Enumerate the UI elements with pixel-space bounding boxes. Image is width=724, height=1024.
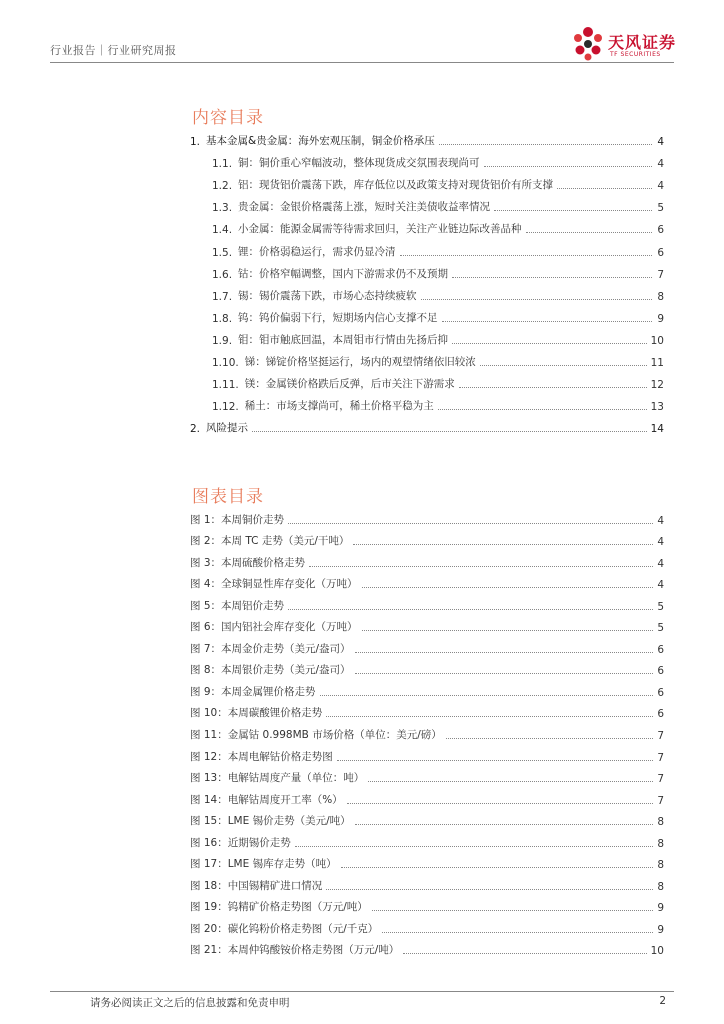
figure-entry-title: 图 14：电解钴周度开工率（%） bbox=[190, 793, 343, 806]
dot-leader bbox=[362, 586, 654, 588]
contents-entry-number: 1.8. bbox=[212, 312, 233, 325]
contents-entry[interactable] bbox=[190, 281, 664, 303]
dot-leader bbox=[438, 408, 647, 410]
dot-leader bbox=[446, 737, 654, 739]
figure-entry[interactable] bbox=[190, 570, 664, 592]
contents-entry[interactable] bbox=[190, 259, 664, 281]
dot-leader bbox=[400, 254, 652, 256]
contents-entry-page: 5 bbox=[657, 202, 664, 215]
figures-list bbox=[190, 505, 664, 957]
contents-entry-title: 钨：钨价偏弱下行，短期场内信心支撑不足 bbox=[238, 311, 438, 324]
dot-leader bbox=[452, 342, 647, 344]
footer-disclaimer: 请务必阅读正文之后的信息披露和免责申明 bbox=[90, 997, 290, 1009]
contents-entry[interactable] bbox=[190, 325, 664, 347]
dot-leader bbox=[459, 386, 647, 388]
contents-entry-title: 钼：钼市触底回温，本周钼市行情由先扬后抑 bbox=[238, 333, 449, 346]
contents-entry[interactable] bbox=[190, 148, 664, 170]
contents-entry-page: 10 bbox=[650, 334, 664, 347]
figure-entry[interactable] bbox=[190, 677, 664, 699]
figure-entry-page: 4 bbox=[657, 514, 664, 527]
dot-leader bbox=[353, 543, 653, 545]
header-breadcrumb: 行业报告｜行业研究周报 bbox=[50, 44, 177, 57]
dot-leader bbox=[557, 187, 652, 189]
contents-entry-title: 钴：价格窄幅调整，国内下游需求仍不及预期 bbox=[238, 267, 449, 280]
figure-entry-page: 6 bbox=[657, 643, 664, 656]
figure-entry[interactable] bbox=[190, 764, 664, 786]
figure-entry[interactable] bbox=[190, 785, 664, 807]
figure-entry-page: 7 bbox=[657, 794, 664, 807]
figure-entry-title: 图 9：本周金属锂价格走势 bbox=[190, 685, 316, 698]
figure-entry-title: 图 11：金属钴 0.998MB 市场价格（单位：美元/磅） bbox=[190, 729, 442, 742]
contents-entry-number: 1.9. bbox=[212, 334, 233, 347]
figure-entry-title: 图 2：本周 TC 走势（美元/干吨） bbox=[190, 535, 350, 548]
dot-leader bbox=[368, 780, 653, 782]
contents-entry-title: 贵金属：金银价格震荡上涨，短时关注美债收益率情况 bbox=[238, 201, 491, 214]
figure-entry[interactable] bbox=[190, 807, 664, 829]
figure-entry-page: 4 bbox=[657, 579, 664, 592]
contents-entry-number: 1.11. bbox=[212, 379, 239, 392]
figure-entry-title: 图 7：本周金价走势（美元/盎司） bbox=[190, 642, 351, 655]
contents-entry[interactable] bbox=[190, 369, 664, 391]
contents-entry-page: 4 bbox=[657, 136, 664, 149]
figure-entry-title: 图 21：本周仲钨酸铵价格走势图（万元/吨） bbox=[190, 944, 400, 957]
figure-entry-page: 8 bbox=[657, 837, 664, 850]
contents-entry-number: 1.3. bbox=[212, 202, 233, 215]
figure-entry[interactable] bbox=[190, 591, 664, 613]
logo-name: 天风证券 bbox=[608, 33, 677, 52]
logo-subtitle: TF SECURITIES bbox=[610, 51, 661, 58]
dot-leader bbox=[355, 823, 654, 825]
contents-entry-number: 1.5. bbox=[212, 246, 233, 259]
dot-leader bbox=[326, 888, 653, 890]
page-number: 2 bbox=[659, 995, 666, 1007]
dot-leader bbox=[403, 952, 646, 954]
dot-leader bbox=[421, 298, 652, 300]
dot-leader bbox=[326, 715, 653, 717]
contents-entry[interactable] bbox=[190, 391, 664, 413]
contents-entry-number: 1.1. bbox=[212, 158, 233, 171]
contents-entry-number: 1.12. bbox=[212, 401, 239, 414]
contents-entry-page: 12 bbox=[650, 379, 664, 392]
figure-entry[interactable] bbox=[190, 871, 664, 893]
figure-entry[interactable] bbox=[190, 720, 664, 742]
contents-entry-number: 1. bbox=[190, 136, 201, 149]
figure-entry[interactable] bbox=[190, 548, 664, 570]
dot-leader bbox=[362, 629, 654, 631]
figure-entry-title: 图 5：本周铝价走势 bbox=[190, 599, 285, 612]
figure-entry[interactable] bbox=[190, 742, 664, 764]
figure-entry-title: 图 20：碳化钨粉价格走势图（元/千克） bbox=[190, 922, 379, 935]
dot-leader bbox=[347, 802, 654, 804]
contents-entry-title: 锂：价格弱稳运行，需求仍显冷清 bbox=[238, 245, 396, 258]
dot-leader bbox=[494, 209, 652, 211]
contents-entry-title: 铜：铜价重心窄幅波动，整体现货成交氛围表现尚可 bbox=[238, 157, 480, 170]
contents-list bbox=[190, 126, 664, 435]
contents-entry-number: 1.10. bbox=[212, 357, 239, 370]
figure-entry-title: 图 17：LME 锡库存走势（吨） bbox=[190, 858, 337, 871]
dot-leader bbox=[372, 909, 654, 911]
figure-entry[interactable] bbox=[190, 850, 664, 872]
figure-entry[interactable] bbox=[190, 505, 664, 527]
figure-entry-page: 9 bbox=[657, 902, 664, 915]
contents-entry-page: 4 bbox=[657, 158, 664, 171]
figure-entry[interactable] bbox=[190, 634, 664, 656]
contents-entry[interactable] bbox=[190, 347, 664, 369]
figure-entry-page: 6 bbox=[657, 708, 664, 721]
figure-entry[interactable] bbox=[190, 828, 664, 850]
dot-leader bbox=[382, 931, 653, 933]
contents-entry-page: 4 bbox=[657, 180, 664, 193]
figure-entry-title: 图 12：本周电解钴价格走势图 bbox=[190, 750, 333, 763]
contents-entry-title: 风险提示 bbox=[206, 422, 249, 435]
figure-entry[interactable] bbox=[190, 914, 664, 936]
dot-leader bbox=[309, 565, 653, 567]
figure-entry-page: 8 bbox=[657, 816, 664, 829]
figure-entry[interactable] bbox=[190, 699, 664, 721]
contents-entry-page: 11 bbox=[650, 357, 664, 370]
figure-entry-page: 5 bbox=[657, 600, 664, 613]
contents-entry-page: 6 bbox=[657, 224, 664, 237]
contents-entry-number: 1.6. bbox=[212, 268, 233, 281]
contents-entry[interactable] bbox=[190, 236, 664, 258]
dot-leader bbox=[355, 651, 654, 653]
contents-entry[interactable] bbox=[190, 303, 664, 325]
dot-leader bbox=[341, 866, 654, 868]
figure-entry[interactable] bbox=[190, 613, 664, 635]
figure-entry-page: 8 bbox=[657, 880, 664, 893]
contents-entry-title: 铝：现货铝价震荡下跌，库存低位以及政策支持对现货铝价有所支撑 bbox=[238, 179, 554, 192]
figure-entry-title: 图 18：中国锡精矿进口情况 bbox=[190, 879, 323, 892]
contents-entry-page: 13 bbox=[650, 401, 664, 414]
contents-entry-title: 基本金属&贵金属：海外宏观压制，铜金价格承压 bbox=[206, 135, 435, 148]
figure-entry-page: 7 bbox=[657, 773, 664, 786]
dot-leader bbox=[355, 672, 654, 674]
figures-title: 图表目录 bbox=[192, 487, 264, 507]
dot-leader bbox=[439, 143, 652, 145]
figure-entry-title: 图 3：本周硫酸价格走势 bbox=[190, 556, 306, 569]
contents-entry-number: 2. bbox=[190, 423, 201, 436]
contents-entry-number: 1.7. bbox=[212, 290, 233, 303]
contents-entry-page: 6 bbox=[657, 246, 664, 259]
figure-entry-title: 图 16：近期锡价走势 bbox=[190, 836, 291, 849]
dot-leader bbox=[442, 320, 652, 322]
figure-entry-page: 4 bbox=[657, 536, 664, 549]
contents-entry-page: 9 bbox=[657, 312, 664, 325]
dot-leader bbox=[337, 759, 654, 761]
figure-entry-title: 图 6：国内铝社会库存变化（万吨） bbox=[190, 621, 358, 634]
figure-entry-page: 6 bbox=[657, 665, 664, 678]
dot-leader bbox=[252, 430, 647, 432]
contents-entry-title: 镁：金属镁价格跌后反弹，后市关注下游需求 bbox=[244, 378, 455, 391]
figure-entry-page: 4 bbox=[657, 557, 664, 570]
logo-flower-icon bbox=[568, 24, 608, 62]
contents-entry[interactable] bbox=[190, 170, 664, 192]
dot-leader bbox=[452, 276, 652, 278]
contents-entry-page: 7 bbox=[657, 268, 664, 281]
contents-entry[interactable] bbox=[190, 413, 664, 435]
figure-entry-title: 图 13：电解钴周度产量（单位：吨） bbox=[190, 772, 365, 785]
figure-entry-title: 图 10：本周碳酸锂价格走势 bbox=[190, 707, 323, 720]
figure-entry-title: 图 19：钨精矿价格走势图（万元/吨） bbox=[190, 901, 368, 914]
contents-entry-title: 稀土：市场支撑尚可，稀土价格平稳为主 bbox=[244, 400, 434, 413]
dot-leader bbox=[526, 231, 652, 233]
contents-entry[interactable] bbox=[190, 126, 664, 148]
dot-leader bbox=[320, 694, 654, 696]
dot-leader bbox=[480, 364, 647, 366]
figure-entry-page: 7 bbox=[657, 730, 664, 743]
contents-entry-number: 1.4. bbox=[212, 224, 233, 237]
contents-entry-number: 1.2. bbox=[212, 180, 233, 193]
company-logo bbox=[568, 24, 678, 62]
figure-entry-page: 7 bbox=[657, 751, 664, 764]
contents-entry-title: 锡：锡价震荡下跌，市场心态持续疲软 bbox=[238, 289, 417, 302]
contents-entry-page: 8 bbox=[657, 290, 664, 303]
figure-entry-page: 5 bbox=[657, 622, 664, 635]
contents-entry-title: 小金属：能源金属需等待需求回归，关注产业链边际改善品种 bbox=[238, 223, 522, 236]
figure-entry-page: 9 bbox=[657, 923, 664, 936]
contents-entry-page: 14 bbox=[650, 423, 664, 436]
figure-entry-title: 图 4：全球铜显性库存变化（万吨） bbox=[190, 578, 358, 591]
contents-entry[interactable] bbox=[190, 214, 664, 236]
figure-entry-page: 6 bbox=[657, 686, 664, 699]
dot-leader bbox=[288, 522, 653, 524]
footer-divider bbox=[50, 991, 674, 992]
figure-entry[interactable] bbox=[190, 527, 664, 549]
header-divider bbox=[50, 62, 674, 63]
figure-entry-title: 图 15：LME 锡价走势（美元/吨） bbox=[190, 815, 351, 828]
contents-entry-title: 锑：锑锭价格坚挺运行，场内的观望情绪依旧较浓 bbox=[244, 356, 476, 369]
contents-title: 内容目录 bbox=[192, 108, 264, 128]
figure-entry[interactable] bbox=[190, 656, 664, 678]
figure-entry[interactable] bbox=[190, 936, 664, 958]
dot-leader bbox=[288, 608, 653, 610]
figure-entry-title: 图 1：本周铜价走势 bbox=[190, 513, 285, 526]
dot-leader bbox=[484, 165, 652, 167]
figure-entry-page: 10 bbox=[650, 945, 664, 958]
figure-entry[interactable] bbox=[190, 893, 664, 915]
contents-entry[interactable] bbox=[190, 192, 664, 214]
figure-entry-page: 8 bbox=[657, 859, 664, 872]
dot-leader bbox=[295, 845, 654, 847]
figure-entry-title: 图 8：本周银价走势（美元/盎司） bbox=[190, 664, 351, 677]
